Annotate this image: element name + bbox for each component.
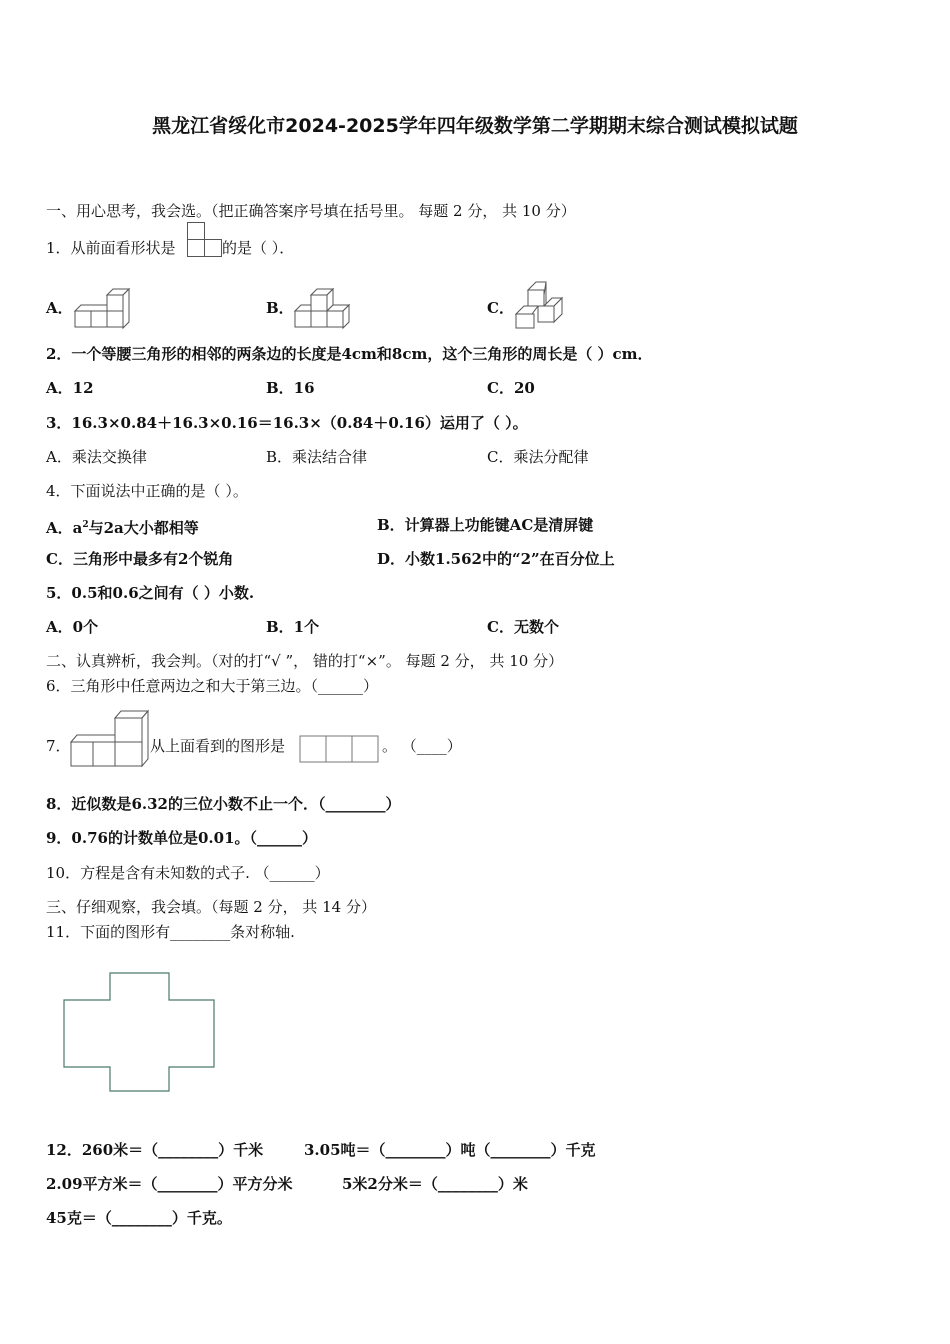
- question-12-line-1b: 3.05吨＝（________）吨（________）千克: [304, 1141, 596, 1159]
- option-4d[interactable]: D．小数1.562中的“2”在百分位上: [377, 550, 615, 568]
- option-1c-label: C．: [487, 299, 514, 317]
- front-view-figure: [187, 222, 223, 258]
- option-1a-cubes-figure[interactable]: [73, 287, 133, 331]
- stacked-cubes-figure: [69, 707, 151, 769]
- option-2c[interactable]: C．20: [487, 379, 535, 397]
- question-1-prefix: 1．从前面看形状是: [46, 239, 176, 257]
- section-1-heading: 一、用心思考，我会选。（把正确答案序号填在括号里。 每题 2 分， 共 10 分）: [46, 202, 576, 220]
- question-12-line-2a: 2.09平方米＝（________）平方分米: [46, 1175, 293, 1193]
- option-2b[interactable]: B．16: [266, 379, 315, 397]
- option-4a-prefix: A．a: [46, 519, 83, 537]
- option-5b[interactable]: B．1个: [266, 618, 320, 636]
- question-12-line-3: 45克＝（________）千克。: [46, 1209, 232, 1227]
- option-1a-label: A．: [46, 299, 73, 317]
- question-12-line-1a: 12．260米＝（________）千米: [46, 1141, 264, 1159]
- option-2a[interactable]: A．12: [46, 379, 94, 397]
- option-5a[interactable]: A．0个: [46, 618, 99, 636]
- section-3-heading: 三、仔细观察，我会填。（每题 2 分， 共 14 分）: [46, 898, 376, 916]
- option-5c[interactable]: C．无数个: [487, 618, 559, 636]
- option-1b-cubes-figure[interactable]: [293, 287, 353, 331]
- option-1c-cubes-figure[interactable]: [514, 280, 566, 332]
- option-3b[interactable]: B．乘法结合律: [266, 448, 368, 466]
- question-7-number: 7．: [46, 737, 71, 755]
- question-9: 9．0.76的计数单位是0.01。（______）: [46, 829, 318, 847]
- option-4a-suffix: 与2a大小都相等: [88, 519, 199, 537]
- option-3a[interactable]: A．乘法交换律: [46, 448, 147, 466]
- question-10: 10．方程是含有未知数的式子. （______）: [46, 864, 330, 882]
- question-12-line-2b: 5米2分米＝（________）米: [342, 1175, 528, 1193]
- section-2-heading: 二、认真辨析，我会判。（对的打“√ ”， 错的打“×”。 每题 2 分， 共 10 分）: [46, 652, 564, 670]
- option-4a-exponent: 2: [82, 520, 89, 530]
- option-1b-label: B．: [266, 299, 294, 317]
- question-1-suffix: 的是（ ）．: [222, 239, 295, 257]
- question-7-answer: 。 （____）: [382, 737, 462, 755]
- question-7-text: 从上面看到的图形是: [150, 737, 286, 755]
- question-5: 5．0.5和0.6之间有（ ）小数.: [46, 584, 255, 602]
- option-4b[interactable]: B．计算器上功能键AC是清屏键: [377, 516, 594, 534]
- question-11: 11．下面的图形有________条对称轴.: [46, 923, 295, 941]
- question-4: 4．下面说法中正确的是（ ）。: [46, 482, 248, 500]
- option-3c[interactable]: C．乘法分配律: [487, 448, 589, 466]
- question-6: 6．三角形中任意两边之和大于第三边。（______）: [46, 677, 379, 695]
- question-3: 3．16.3×0.84＋16.3×0.16＝16.3×（0.84＋0.16）运用了（ ）。: [46, 414, 528, 432]
- page-title: 黑龙江省绥化市2024-2025学年四年级数学第二学期期末综合测试模拟试题: [152, 115, 798, 137]
- cross-shape-figure: [63, 972, 217, 1094]
- question-8: 8．近似数是6.32的三位小数不止一个．（________）: [46, 795, 401, 813]
- option-4c[interactable]: C．三角形中最多有2个锐角: [46, 550, 234, 568]
- question-2: 2．一个等腰三角形的相邻的两条边的长度是4cm和8cm，这个三角形的周长是（ ）cm．: [46, 345, 653, 363]
- option-4a[interactable]: [46, 515, 199, 538]
- top-view-figure: [299, 735, 381, 765]
